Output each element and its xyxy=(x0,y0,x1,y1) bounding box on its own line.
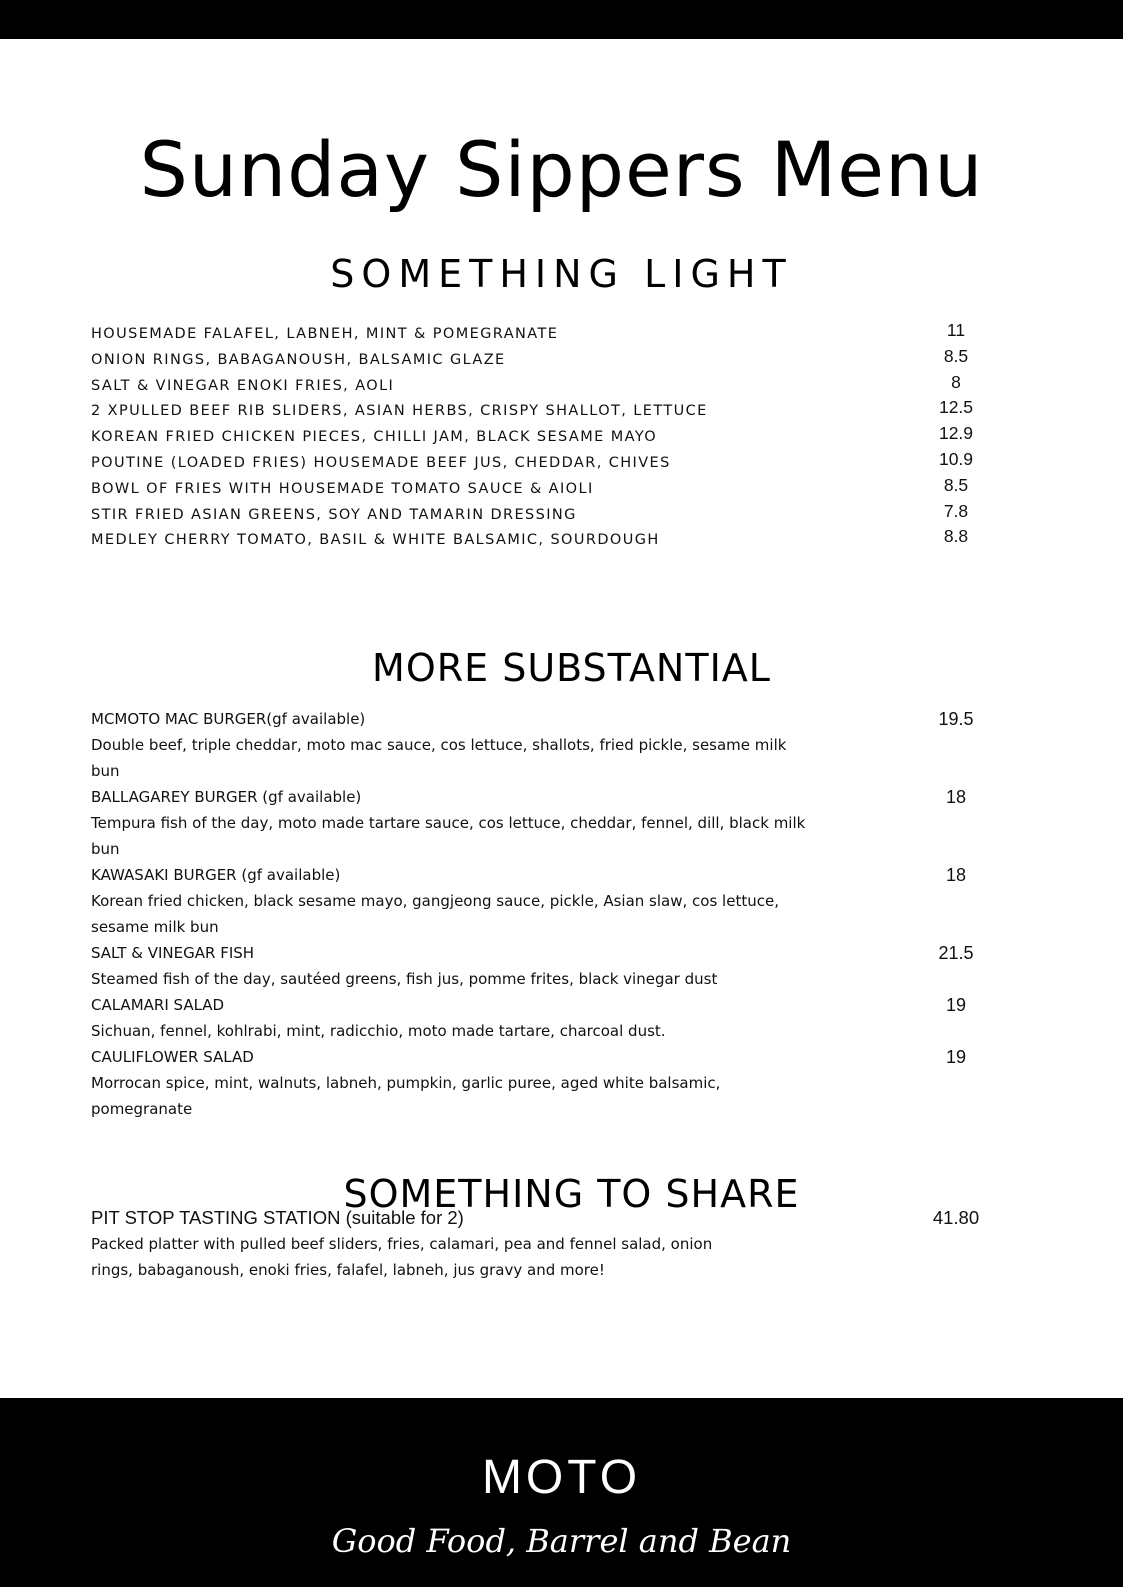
menu-item-name: MCMOTO MAC BURGER(gf available) xyxy=(91,710,366,728)
menu-item-price: 8.5 xyxy=(943,474,969,495)
menu-item-name: CALAMARI SALAD xyxy=(91,996,225,1014)
menu-item-name: HOUSEMADE FALAFEL, LABNEH, MINT & POMEGRANATE xyxy=(91,326,559,342)
menu-item-price: 12.9 xyxy=(938,423,974,444)
menu-item-price: 19 xyxy=(945,1047,967,1067)
menu-item-name: SALT & VINEGAR ENOKI FRIES, AOLI xyxy=(91,377,395,394)
section-heading-more-substantial: MORE SUBSTANTIAL xyxy=(372,645,771,690)
menu-item-description: Tempura fish of the day, moto made tartare sauce, cos lettuce, cheddar, fennel, dill, black milk bun xyxy=(91,814,806,858)
menu-item-price: 12.5 xyxy=(938,397,974,418)
menu-item xyxy=(91,706,991,784)
menu-item xyxy=(91,345,991,374)
menu-item xyxy=(91,1205,991,1283)
section-heading-something-to-share: SOMETHING TO SHARE xyxy=(343,1171,800,1216)
section-heading-something-light: SOMETHING LIGHT xyxy=(330,251,793,296)
menu-item-name: SALT & VINEGAR FISH xyxy=(91,944,255,962)
menu-item-price: 8.8 xyxy=(943,526,969,547)
menu-item xyxy=(91,322,991,348)
menu-item xyxy=(91,448,991,477)
menu-item-name: KOREAN FRIED CHICKEN PIECES, CHILLI JAM, BLACK SESAME MAYO xyxy=(91,429,658,446)
menu-item-price: 19 xyxy=(945,995,967,1015)
menu-item-name: ONION RINGS, BABAGANOUSH, BALSAMIC GLAZE xyxy=(91,351,506,368)
menu-item xyxy=(91,784,991,862)
menu-item-price: 11 xyxy=(946,320,966,340)
menu-item-price: 19.5 xyxy=(938,709,974,729)
menu-item xyxy=(91,371,991,400)
menu-item-price: 8 xyxy=(951,371,961,392)
menu-item-name: STIR FRIED ASIAN GREENS, SOY AND TAMARIN DRESSING xyxy=(91,506,577,523)
menu-item-price: 41.80 xyxy=(932,1207,980,1228)
menu-item-price: 18 xyxy=(945,787,967,807)
menu-item-name: POUTINE (LOADED FRIES) HOUSEMADE BEEF JUS, CHEDDAR, CHIVES xyxy=(91,454,671,471)
menu-title: Sunday Sippers Menu xyxy=(139,124,984,214)
menu-item-price: 8.5 xyxy=(943,345,969,366)
menu-item xyxy=(91,1044,991,1122)
menu-item-name: KAWASAKI BURGER (gf available) xyxy=(91,866,341,884)
menu-item xyxy=(91,399,991,425)
menu-item-name: BALLAGAREY BURGER (gf available) xyxy=(91,788,362,806)
menu-item-price: 21.5 xyxy=(938,943,974,963)
menu-item xyxy=(91,528,991,554)
menu-item-price: 7.8 xyxy=(943,500,969,521)
more-substantial-list xyxy=(91,706,991,1122)
menu-item xyxy=(91,940,991,992)
menu-item xyxy=(91,862,991,940)
footer-bar xyxy=(0,1398,1123,1587)
menu-item-description: Korean fried chicken, black sesame mayo, gangjeong sauce, pickle, Asian slaw, cos lettuce, sesame milk bun xyxy=(91,892,779,936)
brand-name: MOTO xyxy=(481,1451,642,1504)
menu-item-description: Sichuan, fennel, kohlrabi, mint, radicchio, moto made tartare, charcoal dust. xyxy=(91,1022,666,1040)
menu-item-description: Steamed fish of the day, sautéed greens, fish jus, pomme frites, black vinegar dust xyxy=(91,970,718,988)
menu-item xyxy=(91,992,991,1044)
menu-item-description: Morrocan spice, mint, walnuts, labneh, pumpkin, garlic puree, aged white balsamic, pomegranate xyxy=(91,1074,721,1118)
menu-item-name: 2 XPULLED BEEF RIB SLIDERS, ASIAN HERBS, CRISPY SHALLOT, LETTUCE xyxy=(91,403,708,420)
menu-item-name: MEDLEY CHERRY TOMATO, BASIL & WHITE BALSAMIC, SOURDOUGH xyxy=(91,532,660,549)
menu-item xyxy=(91,425,991,451)
menu-item-price: 18 xyxy=(945,865,967,885)
top-bar xyxy=(0,0,1123,39)
menu-item-description: Packed platter with pulled beef sliders, fries, calamari, pea and fennel salad, onion rings, babaganoush, enoki fries, falafel, labneh, jus gravy and more! xyxy=(91,1235,713,1279)
menu-item-name: CAULIFLOWER SALAD xyxy=(91,1048,254,1066)
brand-tagline: Good Food, Barrel and Bean xyxy=(331,1522,792,1560)
menu-item xyxy=(91,474,991,503)
menu-item-price: 10.9 xyxy=(938,448,974,469)
menu-item-name: BOWL OF FRIES WITH HOUSEMADE TOMATO SAUCE & AIOLI xyxy=(91,480,594,497)
menu-item-name: PIT STOP TASTING STATION (suitable for 2) xyxy=(91,1207,464,1228)
menu-item-description: Double beef, triple cheddar, moto mac sauce, cos lettuce, shallots, fried pickle, sesame milk bun xyxy=(91,736,787,780)
something-light-list xyxy=(91,322,991,554)
menu-item xyxy=(91,500,991,529)
something-to-share-list xyxy=(91,1205,991,1283)
